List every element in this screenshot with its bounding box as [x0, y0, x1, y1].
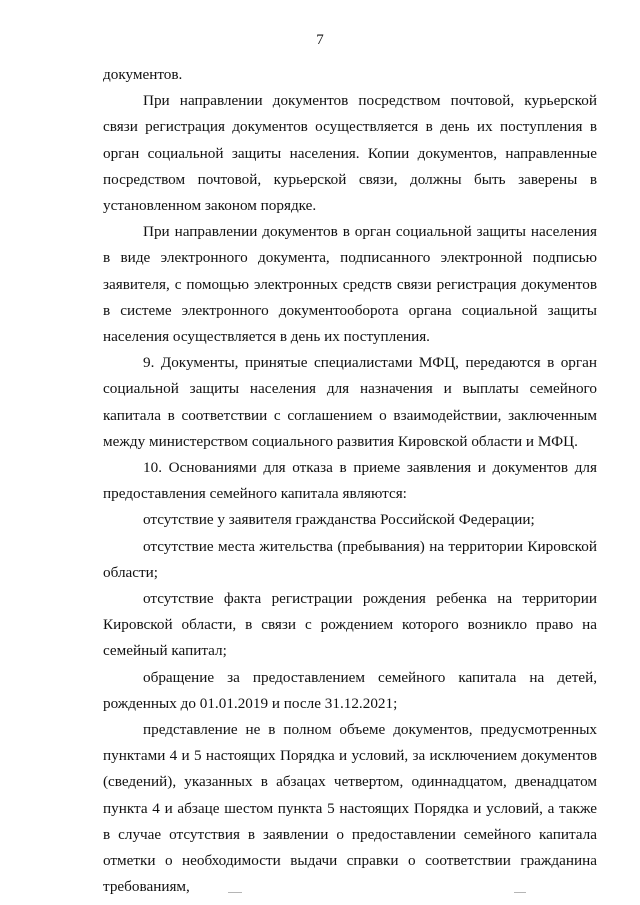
scan-artifact-mark	[514, 892, 526, 893]
paragraph-item-10: 10. Основаниями для отказа в приеме заявления и документов для предоставления семейного капитала являются:	[103, 459, 597, 503]
paragraph-postal-registration: При направлении документов посредством почтовой, курьерской связи регистрация документов осуществляется в день их поступления в орган социальной защиты населения. Копии документов, направленные посредством почтовой, курьерской связи, должны быть заверены в установленном законом порядке.	[103, 92, 597, 215]
refusal-ground-citizenship: отсутствие у заявителя гражданства Российской Федерации;	[143, 511, 535, 529]
scan-artifact-mark	[228, 892, 242, 893]
paragraph-item-9: 9. Документы, принятые специалистами МФЦ, передаются в орган социальной защиты населения для назначения и выплаты семейного капитала в соответствии с соглашением о взаимодействии, заключенным между министерством социального развития Кировской области и МФЦ.	[103, 354, 597, 450]
refusal-ground-birth-dates: обращение за предоставлением семейного капитала на детей, рожденных до 01.01.2019 и после 31.12.2021;	[103, 668, 597, 712]
refusal-ground-residence: отсутствие места жительства (пребывания) на территории Кировской области;	[103, 537, 597, 581]
document-body	[103, 62, 597, 901]
paragraph-continuation: документов.	[103, 66, 183, 83]
refusal-ground-incomplete-documents: представление не в полном объеме документов, предусмотренных пунктами 4 и 5 настоящих Порядка и условий, за исключением документов (сведений), указанных в абзацах четвертом, одиннадцатом, двенадцатом пункта 4 и абзаце шестом пункта 5 настоящих Порядка и условий, а также в случае отсутствия в заявлении о предоставлении семейного капитала отметки о необходимости выдачи справки о соответствии гражданина требованиям,	[103, 721, 597, 896]
refusal-ground-birth-registration: отсутствие факта регистрации рождения ребенка на территории Кировской области, в связи с рождением которого возникло право на семейный капитал;	[103, 590, 597, 660]
paragraph-electronic-registration: При направлении документов в орган социальной защиты населения в виде электронного документа, подписанного электронной подписью заявителя, с помощью электронных средств связи регистрация документов в системе электронного документооборота органа социальной защиты населения осуществляется в день их поступления.	[103, 223, 597, 346]
page-number: 7	[316, 32, 324, 48]
